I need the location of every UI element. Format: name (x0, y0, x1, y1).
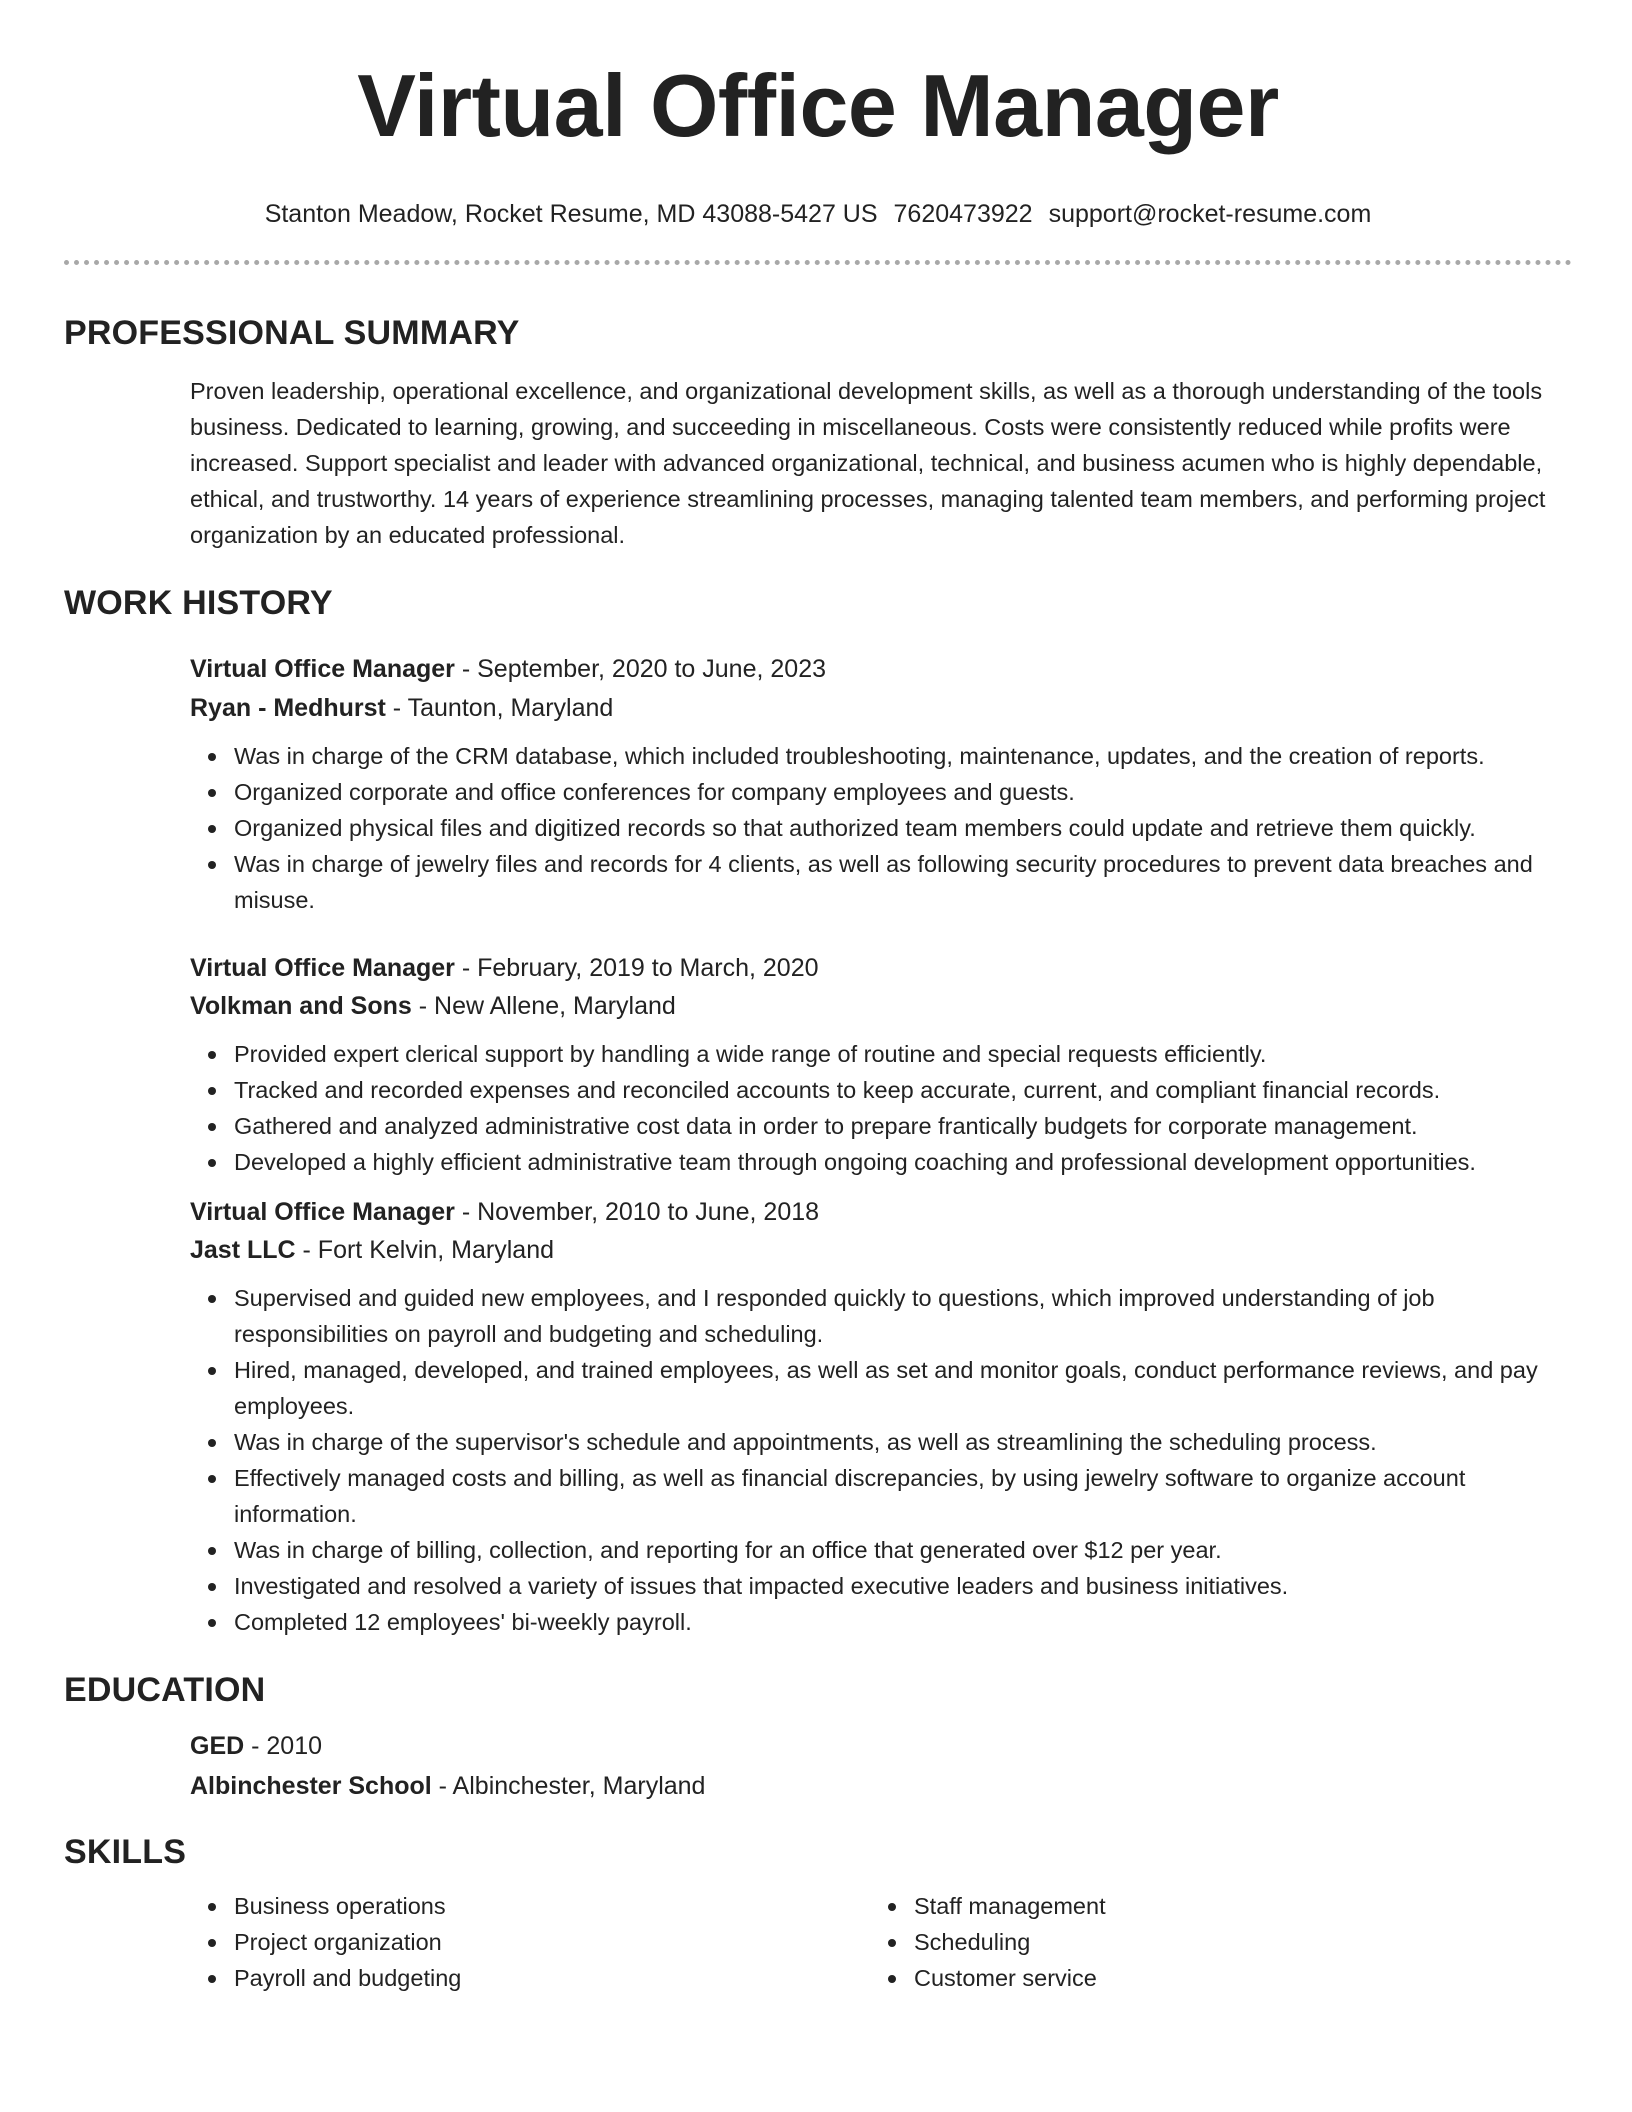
skills-grid (234, 1888, 1572, 1996)
education-school: Albinchester School (190, 1772, 432, 1800)
job-entry (190, 952, 1572, 1022)
job-dates: - February, 2019 to March, 2020 (454, 954, 819, 982)
job-entry (190, 653, 1572, 724)
header-divider (64, 260, 1572, 265)
education-year: - 2010 (244, 1732, 323, 1760)
job-title-line (190, 653, 1572, 685)
education-school-line (190, 1770, 1572, 1802)
list-item: Gathered and analyzed administrative cost data in order to prepare frantically budgets for corporate management. (234, 1108, 1572, 1144)
education-heading: EDUCATION (64, 1671, 266, 1709)
education-degree-line (190, 1730, 1572, 1762)
list-item: Effectively managed costs and billing, as well as financial discrepancies, by using jewelry software to organize account information. (234, 1460, 1572, 1532)
resume-title: Virtual Office Manager (357, 56, 1279, 155)
skill-item: Customer service (914, 1960, 1594, 1996)
job-location: - Taunton, Maryland (385, 694, 614, 722)
list-item: Organized physical files and digitized records so that authorized team members could update and retrieve them quickly. (234, 810, 1572, 846)
job-bullets (234, 1036, 1572, 1180)
contact-email: support@rocket-resume.com (1048, 200, 1372, 228)
skill-item: Business operations (234, 1888, 914, 1924)
job-location: - New Allene, Maryland (411, 992, 676, 1020)
list-item: Was in charge of the supervisor's schedule and appointments, as well as streamlining the scheduling process. (234, 1424, 1572, 1460)
list-item: Completed 12 employees' bi-weekly payroll. (234, 1604, 1572, 1640)
list-item: Organized corporate and office conferences for company employees and guests. (234, 774, 1572, 810)
list-item: Was in charge of jewelry files and records for 4 clients, as well as following security procedures to prevent data breaches and misuse. (234, 846, 1572, 918)
list-item: Was in charge of billing, collection, and reporting for an office that generated over $12 per year. (234, 1532, 1572, 1568)
work-history-heading: WORK HISTORY (64, 584, 333, 622)
skill-item: Payroll and budgeting (234, 1960, 914, 1996)
resume-page (64, 0, 1572, 1996)
skill-item: Project organization (234, 1924, 914, 1960)
education-degree: GED (190, 1732, 245, 1760)
job-dates: - November, 2010 to June, 2018 (454, 1198, 820, 1226)
job-title-line (190, 1196, 1572, 1228)
list-item: Was in charge of the CRM database, which included troubleshooting, maintenance, updates, and the creation of reports. (234, 738, 1572, 774)
contact-line (64, 198, 1572, 230)
job-title: Virtual Office Manager (190, 1198, 455, 1226)
job-title: Virtual Office Manager (190, 954, 455, 982)
skills-heading: SKILLS (64, 1833, 187, 1871)
skills-column-left (234, 1888, 914, 1996)
job-entry (190, 1196, 1572, 1266)
contact-address: Stanton Meadow, Rocket Resume, MD 43088-5427 US (264, 200, 878, 228)
contact-phone: 7620473922 (893, 200, 1033, 228)
summary-heading: PROFESSIONAL SUMMARY (64, 314, 520, 352)
skill-item: Staff management (914, 1888, 1594, 1924)
list-item: Provided expert clerical support by handling a wide range of routine and special requests efficiently. (234, 1036, 1572, 1072)
job-location: - Fort Kelvin, Maryland (295, 1236, 555, 1264)
job-title: Virtual Office Manager (190, 655, 455, 683)
job-title-line (190, 952, 1572, 984)
job-company: Ryan - Medhurst (190, 694, 386, 722)
list-item: Investigated and resolved a variety of issues that impacted executive leaders and business initiatives. (234, 1568, 1572, 1604)
education-location: - Albinchester, Maryland (431, 1772, 706, 1800)
job-dates: - September, 2020 to June, 2023 (454, 655, 826, 683)
summary-text: Proven leadership, operational excellence, and organizational development skills, as well as a thorough understanding of the tools business. Dedicated to learning, growing, and succeeding in miscellaneous. Costs were consistently reduced while profits were increased. Support specialist and leader with advanced organizational, technical, and business acumen who is highly dependable, ethical, and trustworthy. 14 years of experience streamlining processes, managing talented team members, and performing project organization by an educated professional. (190, 378, 1546, 548)
skills-column-right (914, 1888, 1594, 1996)
skill-item: Scheduling (914, 1924, 1594, 1960)
list-item: Supervised and guided new employees, and I responded quickly to questions, which improved understanding of job responsibilities on payroll and budgeting and scheduling. (234, 1280, 1572, 1352)
job-company-line (190, 1234, 1572, 1266)
list-item: Developed a highly efficient administrative team through ongoing coaching and professional development opportunities. (234, 1144, 1572, 1180)
job-bullets (234, 738, 1572, 918)
education-entry (190, 1730, 1572, 1802)
list-item: Hired, managed, developed, and trained employees, as well as set and monitor goals, conduct performance reviews, and pay employees. (234, 1352, 1572, 1424)
job-company-line (190, 692, 1572, 724)
job-company: Jast LLC (190, 1236, 296, 1264)
job-bullets (234, 1280, 1572, 1640)
job-company-line (190, 990, 1572, 1022)
list-item: Tracked and recorded expenses and reconciled accounts to keep accurate, current, and compliant financial records. (234, 1072, 1572, 1108)
job-company: Volkman and Sons (190, 992, 412, 1020)
